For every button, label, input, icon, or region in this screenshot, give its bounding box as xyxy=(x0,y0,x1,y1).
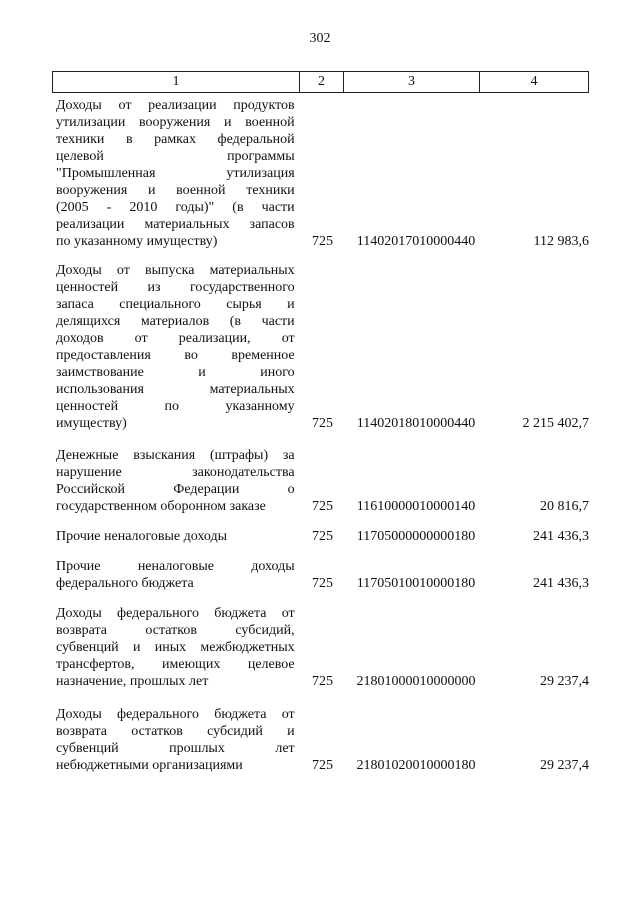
description-line: целевой программы xyxy=(56,149,295,164)
row-classification-code: 11402018010000440 xyxy=(356,416,476,431)
description-line: ценностей по указанному xyxy=(56,399,295,414)
row-admin-code: 725 xyxy=(312,499,334,514)
row-classification-code: 21801000010000000 xyxy=(356,674,476,689)
table-row xyxy=(52,528,589,545)
description-line: делящихся материалов (в части xyxy=(56,314,295,329)
description-line: ценностей из государственного xyxy=(56,280,295,295)
row-description xyxy=(52,447,295,515)
row-description xyxy=(52,97,295,250)
description-line: небюджетными организациями xyxy=(56,758,243,773)
description-line: техники в рамках федеральной xyxy=(56,132,295,147)
row-admin-code: 725 xyxy=(312,576,334,591)
description-line: реализации материальных запасов xyxy=(56,217,295,232)
table-row xyxy=(52,97,589,250)
description-line: по указанному имуществу) xyxy=(56,234,218,249)
description-line: предоставления во временное xyxy=(56,348,295,363)
description-line: Прочие неналоговые доходы xyxy=(56,559,295,574)
description-line: запаса специального сырья и xyxy=(56,297,295,312)
row-admin-code: 725 xyxy=(312,529,334,544)
table-header xyxy=(52,71,589,93)
description-line: Доходы от реализации продуктов xyxy=(56,98,295,113)
description-line: "Промышленная утилизация xyxy=(56,166,295,181)
page-number: 302 xyxy=(309,31,331,46)
table-row xyxy=(52,262,589,432)
row-admin-code: 725 xyxy=(312,234,334,249)
row-classification-code: 11705010010000180 xyxy=(356,576,476,591)
description-line: (2005 - 2010 годы)" (в части xyxy=(56,200,295,215)
description-line: Доходы от выпуска материальных xyxy=(56,263,295,278)
description-line: заимствование и иного xyxy=(56,365,295,380)
description-line: имуществу) xyxy=(56,416,127,431)
description-line: доходов от реализации, от xyxy=(56,331,295,346)
row-description xyxy=(52,605,295,690)
description-line: Доходы федерального бюджета от xyxy=(56,606,295,621)
row-description xyxy=(52,558,295,592)
table-row xyxy=(52,605,589,690)
description-line: возврата остатков субсидий, xyxy=(56,623,295,638)
description-line: нарушение законодательства xyxy=(56,465,295,480)
row-classification-code: 11705000000000180 xyxy=(356,529,476,544)
row-description xyxy=(52,528,295,545)
row-amount: 20 816,7 xyxy=(540,499,589,514)
row-classification-code: 11610000010000140 xyxy=(356,499,476,514)
table-row xyxy=(52,558,589,592)
row-admin-code: 725 xyxy=(312,416,334,431)
description-line: Денежные взыскания (штрафы) за xyxy=(56,448,295,463)
table-row xyxy=(52,447,589,515)
header-col-3: 3 xyxy=(344,72,480,92)
row-amount: 29 237,4 xyxy=(540,674,589,689)
description-line: федерального бюджета xyxy=(56,576,194,591)
row-classification-code: 21801020010000180 xyxy=(356,758,476,773)
description-line: использования материальных xyxy=(56,382,295,397)
row-description xyxy=(52,262,295,432)
description-line: субвенций и иных межбюджетных xyxy=(56,640,295,655)
description-line: субвенций прошлых лет xyxy=(56,741,295,756)
description-line: государственном оборонном заказе xyxy=(56,499,266,514)
row-admin-code: 725 xyxy=(312,674,334,689)
row-admin-code: 725 xyxy=(312,758,334,773)
row-description xyxy=(52,706,295,774)
header-col-2: 2 xyxy=(300,72,344,92)
table-row xyxy=(52,706,589,774)
description-line: возврата остатков субсидий и xyxy=(56,724,295,739)
description-line: Прочие неналоговые доходы xyxy=(56,529,228,544)
description-line: трансфертов, имеющих целевое xyxy=(56,657,295,672)
description-line: Доходы федерального бюджета от xyxy=(56,707,295,722)
description-line: утилизации вооружения и военной xyxy=(56,115,295,130)
description-line: назначение, прошлых лет xyxy=(56,674,209,689)
row-amount: 112 983,6 xyxy=(533,234,589,249)
row-amount: 241 436,3 xyxy=(533,529,589,544)
row-classification-code: 11402017010000440 xyxy=(356,234,476,249)
header-col-1: 1 xyxy=(53,72,300,92)
description-line: вооружения и военной техники xyxy=(56,183,295,198)
description-line: Российской Федерации о xyxy=(56,482,295,497)
header-col-4: 4 xyxy=(530,74,538,89)
row-amount: 2 215 402,7 xyxy=(522,416,589,431)
row-amount: 241 436,3 xyxy=(533,576,589,591)
row-amount: 29 237,4 xyxy=(540,758,589,773)
